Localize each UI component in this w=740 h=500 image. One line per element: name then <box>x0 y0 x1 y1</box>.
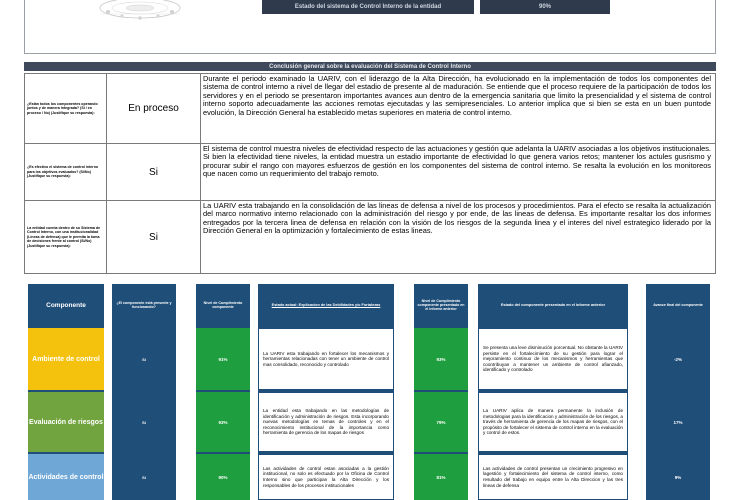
component-name: Evaluación de riesgos <box>28 392 104 452</box>
component-prev-level: 93% <box>414 328 468 390</box>
header-component: Componente <box>28 284 104 326</box>
header-final: Avance final del componente <box>646 284 710 326</box>
component-name: Ambiente de control <box>28 328 104 390</box>
conclusion-row <box>25 201 715 273</box>
header-prev-level: Nivel de Cumplimiento componente presentado en el informe anterior <box>414 284 468 326</box>
header-present: ¿El componente está presente y funcionando? <box>112 284 176 326</box>
component-table <box>24 284 716 500</box>
component-prev-status: Las actividades de control presentan un crecimiento progresivo en lagestión y fortalecimiento del sistema de control interno, como resultado del trabajo en equipo entre la Alta Direccion y las tres lineas de defensa <box>478 454 628 500</box>
component-prev-status: La UARIV aplica de manera permanente la inclusión de metodologias para la identificacion y administración de los riesgos, a través de herramienta de gerencia de los mapas de riesgos, con el propósito de fortalecer el sistema de control interno en la evaluación y control de estos. <box>478 392 628 452</box>
conclusion-question: ¿Están todos los componentes operando juntos y de manera integrada? (Si / en proceso / No) (Justifique su respuesta): <box>25 74 107 143</box>
component-final: -2% <box>646 328 710 390</box>
component-present: Si <box>112 392 176 452</box>
header-level: Nivel de Cumplimiento componente <box>196 284 250 326</box>
conclusion-row <box>25 144 715 201</box>
conclusion-text: Durante el periodo examinado la UARIV, con el liderazgo de la Alta Dirección, ha evolucionado en la implementación de todos los componentes del sistema de control interno a nivel de llegar del estadio de presente al de maduración. Se entiende que el proceso requiere de la participación de todos los servidores y en el periodo se presentaron importantes avances aun dentro de la emergencia sanitaria que limito la presencialidad y el sistema de control interno soporto adecuadamente las acciones remotas ejecutadas y las semipresenciales. Lo anterior implica que si bien se esta en un buen puntode evolución, la Dirección General ha establecido metas superiores en materia de control interno. <box>203 74 711 117</box>
component-present: Si <box>112 454 176 500</box>
component-prev-level: 79% <box>414 392 468 452</box>
component-status: La entidad esta trabajando en las metodologías de identificación y administración de riesgos. Esta incorporando nuevas metodologías en temas de controles y en el reconocimiento institucional de la importancia como herramienta de gerencia de los mapas de riesgos <box>258 392 394 452</box>
component-status: La UARIV esta trabajando en fortalecer los mecanismos y herramientas relacionadas con tener un ambiente de control mas consolidado, reconocido y controlado <box>258 328 394 390</box>
component-level: 91% <box>196 328 250 390</box>
component-level: 90% <box>196 454 250 500</box>
control-status-value: 90% <box>480 0 610 14</box>
conclusion-answer: Si <box>107 144 201 200</box>
conclusion-question: ¿Es efectivo el sistema de control interno para los objetivos evaluados? (Si/No) (Justifique su respuesta): <box>25 144 107 200</box>
control-status-label: Estado del sistema de Control Interno de la entidad <box>262 0 474 14</box>
conclusion-row <box>25 74 715 144</box>
logo-graphic <box>92 0 188 26</box>
header-prev-status: Estado del componente presentado en el informe anterior <box>478 284 628 326</box>
component-name: Actividades de control <box>28 454 104 500</box>
component-prev-level: 81% <box>414 454 468 500</box>
component-prev-status: Se presenta una leve disminución porcentual. No obstante la UARIV persiste en el fortalecimiento de su gestión para lograr el mejoramiento continuo de los mecanismos y herramientas que coontribuyan a mantener un ambiente de control afianzado, identificado y controlado <box>478 328 628 390</box>
conclusion-text: La UARIV esta trabajando en la consolidación de las lineas de defensa a nivel de los procesos y procedimientos. Para el efecto se resalta la actualización del marco normativo interno relacionado con la administración del riesgo y por ende, de las lineas de defensa. Es importante resaltar los dos informes entregados por la tercera linea de defensa en relación con la visión de los riesgos de la segunda linea y el interes del nivel estrategico liderado por la Dirección General en la optimización y fortalecimiento de estas lineas. <box>203 201 711 236</box>
conclusion-question: La entidad cuenta dentro de su Sistema de Control Interno, con una institucionalidad (Líneas de defensa) que le permita la toma de decisiones frente al control (Si/No) (Justifique su respuesta): <box>25 201 107 273</box>
component-level: 93% <box>196 392 250 452</box>
conclusion-title: Conclusión general sobre la evaluación del Sistema de Control Interno <box>24 62 716 71</box>
component-row <box>24 454 716 500</box>
component-row <box>24 392 716 452</box>
conclusion-answer: Si <box>107 201 201 273</box>
header-status: Estado actual: Explicacion de las Debilidades y/o Fortalezas <box>258 284 394 326</box>
conclusion-answer: En proceso <box>107 74 201 143</box>
component-final: 17% <box>646 392 710 452</box>
conclusion-table <box>24 73 716 274</box>
component-final: 9% <box>646 454 710 500</box>
component-row <box>24 328 716 390</box>
component-present: Si <box>112 328 176 390</box>
component-status: Las actividades de control estan asociadas a la gestión institucional, no solo es efectuado por la Oficina de Control Interno sino que participan la Alta Dirección y los responsables de los procesos institucionales <box>258 454 394 500</box>
conclusion-text: El sistema de control muestra niveles de efectividad respecto de las actuaciones y gestión que adelanta la UARIV asociadas a los objetivos institucionales. Si bien la efectividad tiene niveles, la entidad muestra un estadio importante de efectividad lo que genera varios retos; mantener los actules gusrismo y procurar subir el rango con mayores esfuerzos de gestión en los componentes del sistema de control interno. Se resalta la evolución en los monitoreos que nacen como un requerimiento del trabajo remoto. <box>203 144 711 179</box>
